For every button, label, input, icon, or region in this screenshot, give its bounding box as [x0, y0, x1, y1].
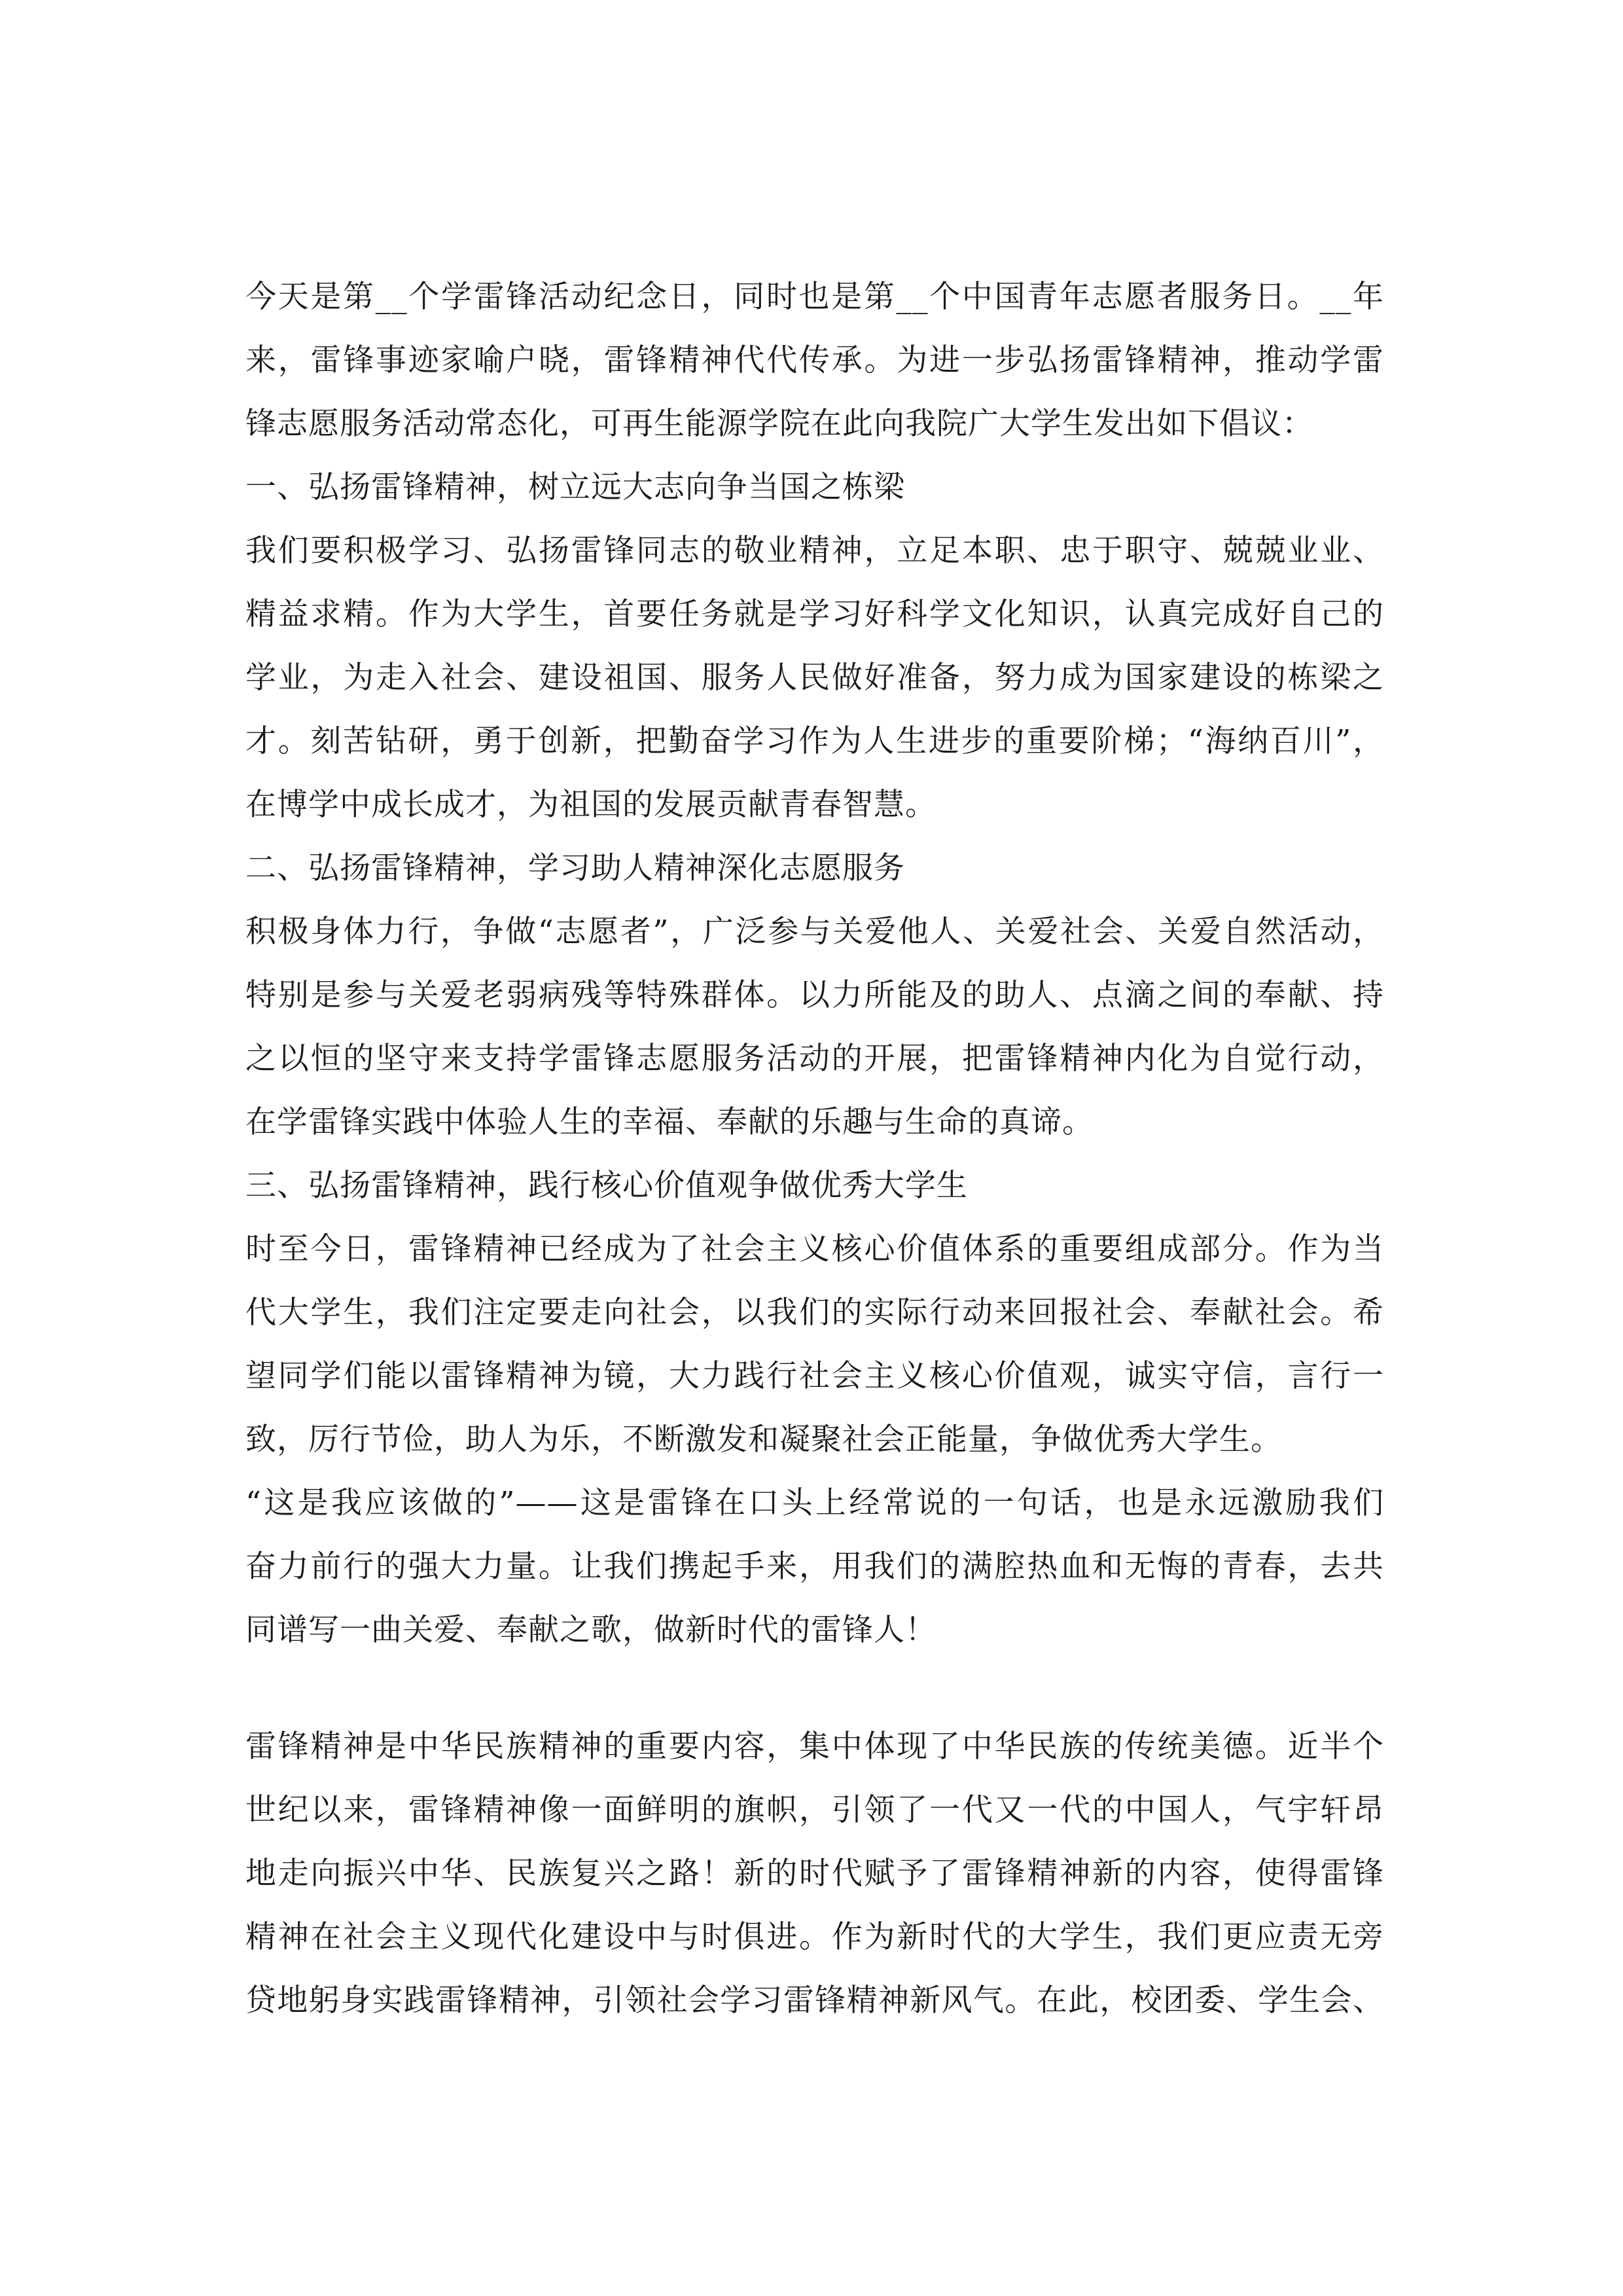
body-line: 世纪以来，雷锋精神像一面鲜明的旗帜，引领了一代又一代的中国人，气宇轩昂 [245, 1792, 1384, 1828]
body-line: 代大学生，我们注定要走向社会，以我们的实际行动来回报社会、奉献社会。希 [245, 1295, 1384, 1331]
body-line: 在学雷锋实践中体验人生的幸福、奉献的乐趣与生命的真谛。 [245, 1104, 1094, 1140]
body-line: 今天是第__个学雷锋活动纪念日，同时也是第__个中国青年志愿者服务日。__年 [245, 279, 1384, 315]
body-line: 之以恒的坚守来支持学雷锋志愿服务活动的开展，把雷锋精神内化为自觉行动， [245, 1041, 1384, 1077]
body-line: 奋力前行的强大力量。让我们携起手来，用我们的满腔热血和无悔的青春，去共 [245, 1549, 1384, 1585]
body-line: 特别是参与关爱老弱病残等特殊群体。以力所能及的助人、点滴之间的奉献、持 [245, 977, 1384, 1013]
body-line: 精神在社会主义现代化建设中与时俱进。作为新时代的大学生，我们更应责无旁 [245, 1919, 1384, 1955]
section-heading-1: 一、弘扬雷锋精神，树立远大志向争当国之栋梁 [245, 469, 905, 505]
body-line: 积极身体力行，争做“志愿者”，广泛参与关爱他人、关爱社会、关爱自然活动， [245, 914, 1384, 950]
body-line: 地走向振兴中华、民族复兴之路！新的时代赋予了雷锋精神新的内容，使得雷锋 [245, 1856, 1384, 1892]
body-line: “这是我应该做的”——这是雷锋在口头上经常说的一句话，也是永远激励我们 [245, 1485, 1384, 1521]
body-line: 同谱写一曲关爱、奉献之歌，做新时代的雷锋人！ [245, 1612, 936, 1648]
body-line: 致，厉行节俭，助人为乐，不断激发和凝聚社会正能量，争做优秀大学生。 [245, 1422, 1282, 1458]
body-line: 锋志愿服务活动常态化，可再生能源学院在此向我院广大学生发出如下倡议： [245, 406, 1313, 442]
body-line: 时至今日，雷锋精神已经成为了社会主义核心价值体系的重要组成部分。作为当 [245, 1231, 1384, 1267]
section-heading-3: 三、弘扬雷锋精神，践行核心价值观争做优秀大学生 [245, 1168, 968, 1204]
body-line: 来，雷锋事迹家喻户晓，雷锋精神代代传承。为进一步弘扬雷锋精神，推动学雷 [245, 342, 1384, 378]
section-2-text [245, 1715, 1384, 2032]
body-line: 我们要积极学习、弘扬雷锋同志的敬业精神，立足本职、忠于职守、兢兢业业、 [245, 533, 1384, 569]
section-1-text [245, 265, 1384, 1662]
body-line: 精益求精。作为大学生，首要任务就是学习好科学文化知识，认真完成好自己的 [245, 596, 1384, 632]
body-line: 雷锋精神是中华民族精神的重要内容，集中体现了中华民族的传统美德。近半个 [245, 1729, 1384, 1765]
section-heading-2: 二、弘扬雷锋精神，学习助人精神深化志愿服务 [245, 850, 905, 886]
body-line: 贷地躬身实践雷锋精神，引领社会学习雷锋精神新风气。在此，校团委、学生会、 [245, 1982, 1384, 2018]
body-line: 学业，为走入社会、建设祖国、服务人民做好准备，努力成为国家建设的栋梁之 [245, 660, 1384, 696]
body-line: 望同学们能以雷锋精神为镜，大力践行社会主义核心价值观，诚实守信，言行一 [245, 1358, 1384, 1394]
body-line: 在博学中成长成才，为祖国的发展贡献青春智慧。 [245, 787, 936, 823]
body-line: 才。刻苦钻研，勇于创新，把勤奋学习作为人生进步的重要阶梯；“海纳百川”， [245, 723, 1384, 759]
